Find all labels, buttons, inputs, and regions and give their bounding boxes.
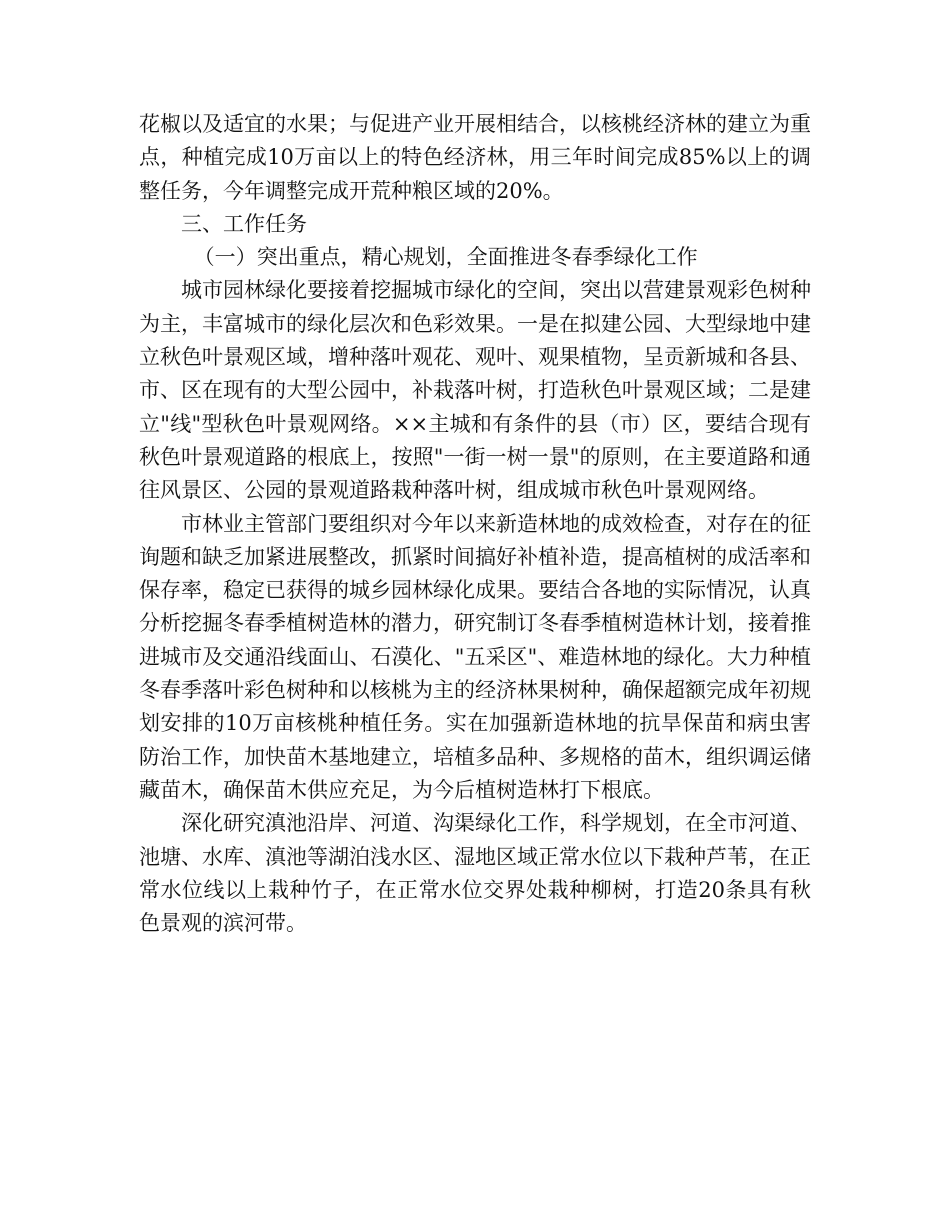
document-body <box>139 108 811 940</box>
subsection-heading: （一）突出重点，精心规划，全面推进冬春季绿化工作 <box>193 245 698 270</box>
section-heading: 三、工作任务 <box>181 211 307 236</box>
paragraph-riverside-greening: 深化研究滇池沿岸、河道、沟渠绿化工作，科学规划，在全市河道、池塘、水库、滇池等湖泊浅水区、湿地区域正常水位以下栽种芦苇，在正常水位线以上栽种竹子，在正常水位交界处栽种柳树，打造20条具有秋色景观的滨河带。 <box>139 811 811 936</box>
paragraph-forestry-inspection: 市林业主管部门要组织对今年以来新造林地的成效检查，对存在的征询题和缺乏加紧进展整改，抓紧时间搞好补植补造，提高植树的成活率和保存率，稳定已获得的城乡园林绿化成果。要结合各地的实际情况，认真分析挖掘冬春季植树造林的潜力，研究制订冬春季植树造林计划，接着推进城市及交通沿线面山、石漠化、"五采区"、难造林地的绿化。大力种植冬春季落叶彩色树种和以核桃为主的经济林果树种，确保超额完成年初规划安排的10万亩核桃种植任务。实在加强新造林地的抗旱保苗和病虫害防治工作，加快苗木基地建立，培植多品种、多规格的苗木，组织调运储藏苗木，确保苗木供应充足，为今后植树造林打下根底。 <box>139 511 811 802</box>
paragraph-urban-greening: 城市园林绿化要接着挖掘城市绿化的空间，突出以营建景观彩色树种为主，丰富城市的绿化层次和色彩效果。一是在拟建公园、大型绿地中建立秋色叶景观区域，增种落叶观花、观叶、观果植物，呈贡新城和各县、市、区在现有的大型公园中，补栽落叶树，打造秋色叶景观区域；二是建立"线"型秋色叶景观网络。××主城和有条件的县（市）区，要结合现有秋色叶景观道路的根底上，按照"一街一树一景"的原则，在主要道路和通往风景区、公园的景观道路栽种落叶树，组成城市秋色叶景观网络。 <box>139 278 811 503</box>
paragraph-continuation: 花椒以及适宜的水果；与促进产业开展相结合，以核桃经济林的建立为重点，种植完成10万亩以上的特色经济林，用三年时间完成85%以上的调整任务，今年调整完成开荒种粮区域的20%。 <box>139 112 811 203</box>
